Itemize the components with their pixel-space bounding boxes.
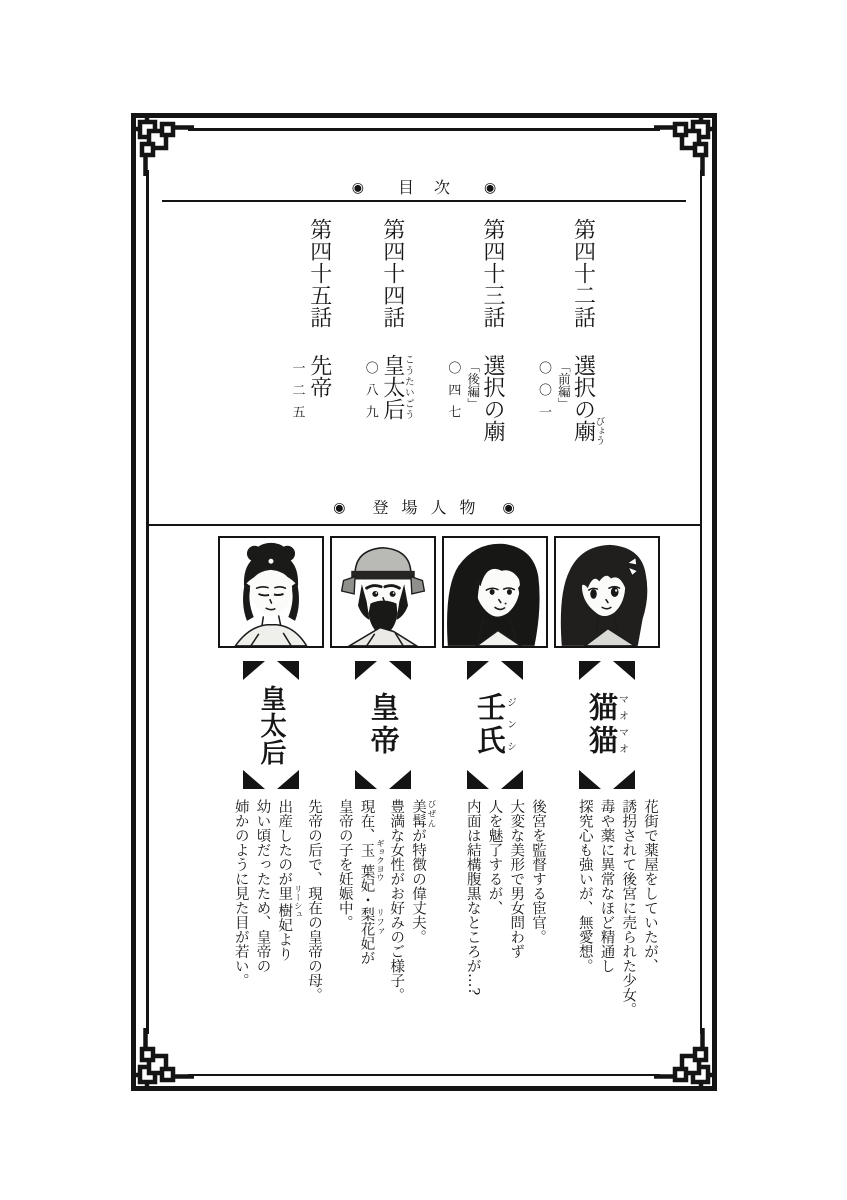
bracket-top-icon bbox=[355, 661, 411, 681]
character-column-emperor bbox=[330, 536, 436, 1099]
description-line: 皇帝の子を妊娠中。 bbox=[336, 799, 353, 930]
nameplate-dowager bbox=[240, 661, 302, 789]
toc-entry-title: 第四十三話選択の廟 bbox=[479, 218, 505, 442]
character-column-maomao bbox=[554, 536, 660, 1099]
portrait-emperor bbox=[330, 536, 436, 648]
character-description bbox=[461, 799, 548, 1099]
toc-entry bbox=[288, 218, 331, 486]
description-line: 現在、玉葉 ギョクヨウ妃・梨花 リファ妃が bbox=[358, 799, 385, 966]
toc-entry-list bbox=[258, 218, 605, 486]
description-line: 花街で薬屋をしていたが、 bbox=[642, 799, 658, 973]
spacer bbox=[391, 328, 393, 354]
fret-corner-icon bbox=[654, 116, 714, 176]
portrait-dowager bbox=[218, 536, 324, 648]
characters-title: 登場人物 bbox=[372, 498, 489, 517]
toc-entry-page-number: 一二五 bbox=[289, 361, 305, 427]
toc-entry bbox=[443, 218, 504, 486]
fret-corner-icon bbox=[134, 116, 194, 176]
maomao-portrait-image bbox=[556, 538, 658, 646]
description-line: 探究心も強いが、無愛想。 bbox=[576, 799, 593, 973]
toc-entry bbox=[534, 218, 604, 486]
toc-entry-title: 第四十五話先帝 bbox=[306, 218, 332, 398]
description-line: 人を魅了するが、 bbox=[486, 799, 503, 915]
inner-border-top bbox=[188, 128, 660, 131]
toc-header bbox=[136, 175, 712, 198]
characters-divider bbox=[146, 524, 702, 526]
toc-entry-title: 第四十二話選択の廟びょう bbox=[570, 218, 605, 446]
description-line: 豊満な女性がお好みのご様子。 bbox=[388, 799, 405, 1002]
portrait-maomao bbox=[554, 536, 660, 648]
bracket-bottom-icon bbox=[243, 769, 299, 789]
decorative-frame bbox=[131, 113, 717, 1091]
toc-entry-page-number: 〇四七 bbox=[445, 361, 461, 427]
toc-entry bbox=[361, 218, 414, 486]
bracket-top-icon bbox=[243, 661, 299, 681]
toc-entry-title: 第四十四話皇太后こうたいごう bbox=[379, 218, 414, 420]
spacer bbox=[491, 328, 493, 354]
emperor-portrait-image bbox=[332, 538, 434, 646]
character-column-dowager bbox=[218, 536, 324, 1099]
description-line: 大変な美形で男女問わず bbox=[508, 799, 525, 959]
toc-title: 目次 bbox=[397, 178, 470, 197]
toc-entry-page-number: 〇〇一 bbox=[535, 361, 551, 427]
description-line: 毒や薬に異常なほど精通し bbox=[598, 799, 615, 973]
character-description bbox=[229, 799, 324, 1099]
spacer bbox=[318, 328, 320, 354]
fret-corner-icon bbox=[654, 1028, 714, 1088]
inner-border-right bbox=[700, 170, 703, 1034]
fisheye-dot-icon: ◉ bbox=[502, 500, 515, 516]
spacer bbox=[582, 328, 584, 354]
nameplate-maomao bbox=[576, 661, 638, 789]
character-list bbox=[218, 536, 660, 1099]
dowager-portrait-image bbox=[220, 538, 322, 646]
toc-entry-subtitle: 「前編」 bbox=[556, 360, 572, 410]
character-column-jinshi bbox=[442, 536, 548, 1099]
bracket-top-icon bbox=[467, 661, 523, 681]
bracket-bottom-icon bbox=[579, 769, 635, 789]
fisheye-dot-icon: ◉ bbox=[484, 180, 497, 196]
bracket-top-icon bbox=[579, 661, 635, 681]
description-line: 先帝の后で、現在の皇帝の母。 bbox=[306, 799, 322, 1002]
jinshi-portrait-image bbox=[444, 538, 546, 646]
nameplate-jinshi bbox=[464, 661, 526, 789]
description-line: 後宮を監督する宦官。 bbox=[530, 799, 546, 944]
toc-entry-page-number: 〇八九 bbox=[362, 361, 378, 427]
toc-entry-subtitle: 「後編」 bbox=[465, 360, 481, 410]
description-line: 内面は結構腹黒なところが…? bbox=[464, 799, 481, 996]
character-name: 猫猫マオマオ bbox=[585, 692, 628, 758]
description-line: 幼い頃だったため、皇帝の bbox=[254, 799, 271, 973]
character-description bbox=[333, 799, 436, 1099]
bracket-bottom-icon bbox=[467, 769, 523, 789]
character-name: 皇太后 bbox=[256, 684, 286, 766]
description-line: 美髯 びぜんが特徴の偉丈夫。 bbox=[410, 799, 436, 944]
fisheye-dot-icon: ◉ bbox=[333, 500, 346, 516]
inner-border-left bbox=[146, 170, 149, 1034]
characters-header bbox=[136, 495, 712, 518]
nameplate-emperor bbox=[352, 661, 414, 789]
fret-corner-icon bbox=[134, 1028, 194, 1088]
description-line: 姉かのように見た目が若い。 bbox=[232, 799, 249, 988]
character-name: 皇帝 bbox=[366, 692, 401, 758]
character-name: 壬氏ジンシ bbox=[473, 692, 516, 758]
character-description bbox=[573, 799, 660, 1099]
fisheye-dot-icon: ◉ bbox=[351, 180, 364, 196]
toc-divider bbox=[162, 200, 686, 202]
description-line: 誘拐されて後宮に売られた少女。 bbox=[620, 799, 637, 1017]
portrait-jinshi bbox=[442, 536, 548, 648]
description-line: 出産したのが里樹 リーシュ妃より bbox=[276, 799, 303, 961]
bracket-bottom-icon bbox=[355, 769, 411, 789]
